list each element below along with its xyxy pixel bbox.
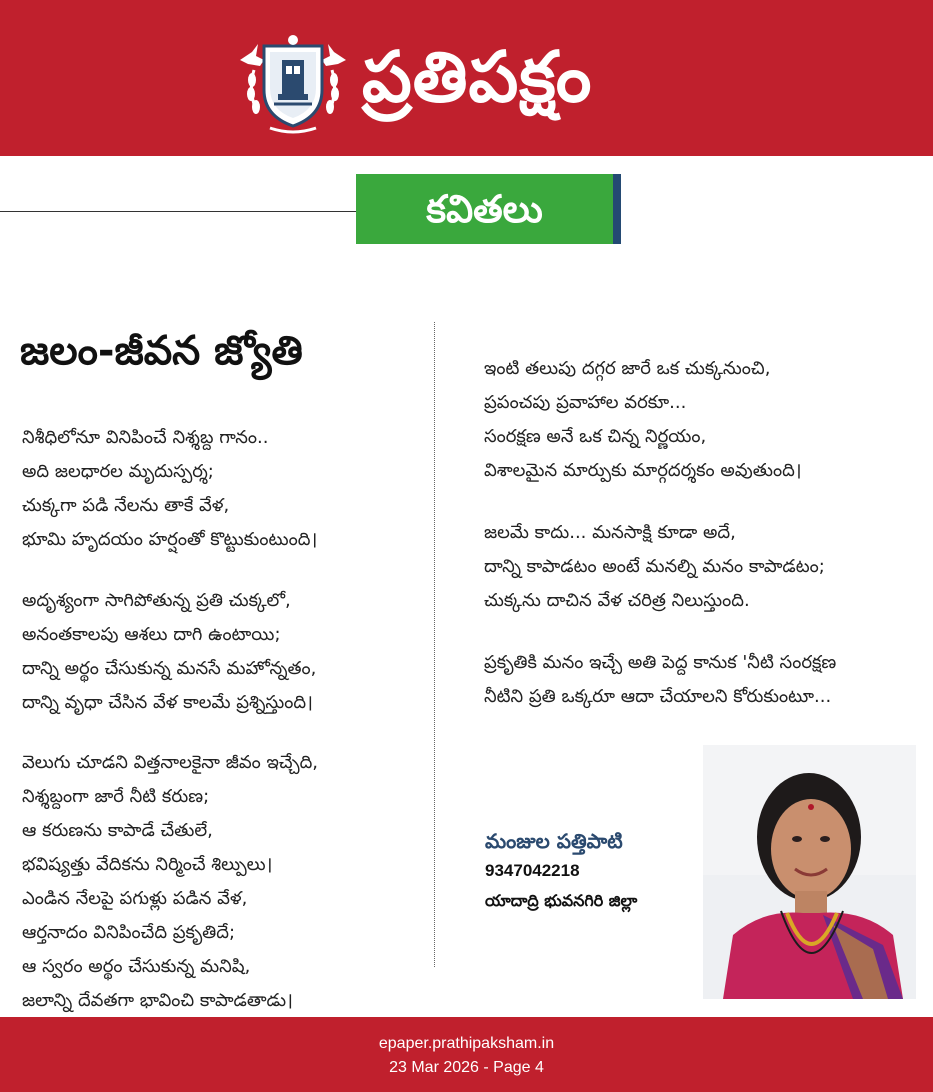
poem-stanza-left-3 [22,746,318,1018]
poem-line: జలమే కాదు... మనసాక్షి కూడా అదే, [484,522,736,543]
footer-url[interactable]: epaper.prathipaksham.in [378,1035,555,1052]
poem-line: అనంతకాలపు ఆశలు దాగి ఉంటాయి; [22,624,281,645]
poem-stanza-right-3 [484,646,836,714]
footer-banner [0,1017,933,1092]
poem-line: అదృశ్యంగా సాగిపోతున్న ప్రతి చుక్కలో, [22,590,291,611]
poem-line: ఆ స్వరం అర్థం చేసుకున్న మనిషి, [22,956,251,977]
masthead-title: ప్రతిపక్షం [362,36,593,118]
poem-stanza-right-2 [484,516,825,618]
poem-line: దాన్ని వృధా చేసిన వేళ కాలమే ప్రశ్నిస్తుంది। [22,692,313,713]
poem-title: జలం-జీవన జ్యోతి [20,328,303,374]
poem-line: ఎండిన నేలపై పగుళ్లు పడిన వేళ, [22,888,248,909]
section-rule [0,211,358,212]
poem-line: దాన్ని కాపాడటం అంటే మనల్ని మనం కాపాడటం; [484,556,825,577]
poem-line: ఆర్తనాదం వినిపించేది ప్రకృతిదే; [22,922,236,943]
author-block [485,826,637,916]
poem-line: నిశ్శబ్దంగా జారే నీటి కరుణ; [22,786,210,807]
author-place: యాదాద్రి భువనగిరి జిల్లా [485,891,638,910]
poem-line: విశాలమైన మార్పుకు మార్గదర్శకం అవుతుంది। [484,460,802,481]
poem-line: నీటిని ప్రతి ఒక్కరూ ఆదా చేయాలని కోరుకుంటూ... [484,686,832,707]
footer-date-page: 23 Mar 2026 - Page 4 [389,1059,544,1076]
author-phone: 9347042218 [485,861,580,880]
poem-line: ప్రకృతికి మనం ఇచ్చే అతి పెద్ద కానుక 'నీటి సంరక్షణ [484,652,837,673]
poem-line: సంరక్షణ అనే ఒక చిన్న నిర్ణయం, [484,426,707,447]
poem-line: ఇంటి తలుపు దగ్గర జారే ఒక చుక్కనుంచి, [484,358,771,379]
author-name: మంజుల పత్తిపాటి [485,829,623,853]
section-label: కవితలు [356,174,613,244]
poem-line: నిశీధిలోనూ వినిపించే నిశ్శబ్ద గానం.. [22,427,269,448]
poem-line: చుక్కగా పడి నేలను తాకే వేళ, [22,495,230,516]
poem-line: అది జలధారల మృదుస్పర్శ; [22,461,214,482]
poem-line: దాన్ని అర్థం చేసుకున్న మనసే మహోన్నతం, [22,658,317,679]
emblem-icon [234,30,352,136]
poem-line: జలాన్ని దేవతగా భావించి కాపాడతాడు। [22,990,293,1011]
poem-stanza-left-2 [22,584,316,720]
poem-line: ప్రపంచపు ప్రవాహాల వరకూ... [484,392,687,413]
poem-line: భవిష్యత్తు వేదికను నిర్మించే శిల్పులు। [22,854,273,875]
poem-line: చుక్కను దాచిన వేళ చరిత్ర నిలుస్తుంది. [484,590,750,611]
poem-line: భూమి హృదయం హర్షంతో కొట్టుకుంటుంది। [22,529,318,550]
poem-line: వెలుగు చూడని విత్తనాలకైనా జీవం ఇచ్చేది, [22,752,318,773]
column-divider [434,322,435,967]
masthead-banner [0,0,933,156]
poem-line: ఆ కరుణను కాపాడే చేతులే, [22,820,213,841]
poem-stanza-right-1 [484,352,802,488]
section-label-edge [613,174,621,244]
poem-stanza-left-1 [22,421,317,557]
author-photo [703,745,916,999]
